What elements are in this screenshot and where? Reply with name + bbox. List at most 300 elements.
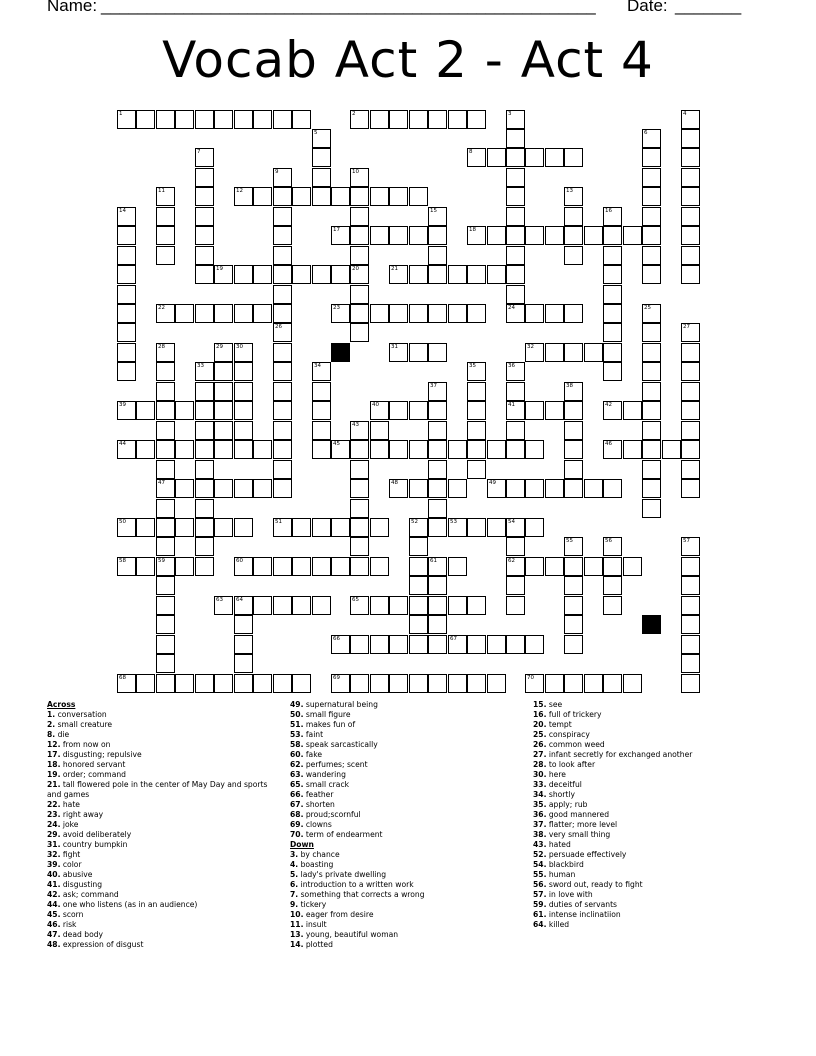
grid-cell[interactable] [642, 460, 661, 479]
grid-cell[interactable] [642, 382, 661, 401]
grid-cell[interactable] [117, 110, 136, 129]
grid-cell[interactable] [681, 362, 700, 381]
grid-cell[interactable] [584, 343, 603, 362]
grid-cell[interactable] [156, 596, 175, 615]
grid-cell[interactable] [642, 265, 661, 284]
grid-cell[interactable] [603, 674, 622, 693]
grid-cell[interactable] [370, 226, 389, 245]
grid-cell[interactable] [467, 265, 486, 284]
grid-cell[interactable] [623, 440, 642, 459]
grid-cell[interactable] [545, 674, 564, 693]
grid-cell[interactable] [506, 285, 525, 304]
grid-cell[interactable] [214, 401, 233, 420]
grid-cell[interactable] [428, 557, 447, 576]
grid-cell[interactable] [234, 265, 253, 284]
grid-cell[interactable] [603, 576, 622, 595]
grid-cell[interactable] [506, 148, 525, 167]
grid-cell[interactable] [623, 674, 642, 693]
grid-cell[interactable] [584, 674, 603, 693]
grid-cell[interactable] [681, 187, 700, 206]
grid-cell[interactable] [467, 304, 486, 323]
grid-cell[interactable] [681, 246, 700, 265]
grid-cell[interactable] [350, 421, 369, 440]
grid-cell[interactable] [273, 207, 292, 226]
grid-cell[interactable] [136, 401, 155, 420]
grid-cell[interactable] [681, 654, 700, 673]
grid-cell[interactable] [545, 304, 564, 323]
grid-cell[interactable] [448, 557, 467, 576]
grid-cell[interactable] [175, 518, 194, 537]
grid-cell[interactable] [564, 537, 583, 556]
grid-cell[interactable] [273, 440, 292, 459]
grid-cell[interactable] [350, 557, 369, 576]
grid-cell[interactable] [350, 323, 369, 342]
grid-cell[interactable] [681, 421, 700, 440]
grid-cell[interactable] [389, 110, 408, 129]
grid-cell[interactable] [467, 674, 486, 693]
grid-cell[interactable] [506, 304, 525, 323]
grid-cell[interactable] [545, 148, 564, 167]
grid-cell[interactable] [389, 401, 408, 420]
grid-cell[interactable] [603, 246, 622, 265]
grid-cell[interactable] [448, 110, 467, 129]
grid-cell[interactable] [545, 479, 564, 498]
grid-cell[interactable] [603, 323, 622, 342]
grid-cell[interactable] [312, 148, 331, 167]
grid-cell[interactable] [234, 110, 253, 129]
grid-cell[interactable] [525, 148, 544, 167]
grid-cell[interactable] [350, 537, 369, 556]
grid-cell[interactable] [603, 401, 622, 420]
grid-cell[interactable] [234, 421, 253, 440]
grid-cell[interactable] [273, 674, 292, 693]
grid-cell[interactable] [175, 401, 194, 420]
grid-cell[interactable] [525, 518, 544, 537]
grid-cell[interactable] [428, 246, 447, 265]
grid-cell[interactable] [273, 110, 292, 129]
grid-cell[interactable] [564, 187, 583, 206]
grid-cell[interactable] [292, 557, 311, 576]
grid-cell[interactable] [506, 596, 525, 615]
grid-cell[interactable] [214, 382, 233, 401]
grid-cell[interactable] [603, 226, 622, 245]
grid-cell[interactable] [584, 226, 603, 245]
grid-cell[interactable] [273, 557, 292, 576]
grid-cell[interactable] [487, 479, 506, 498]
grid-cell[interactable] [642, 304, 661, 323]
grid-cell[interactable] [642, 343, 661, 362]
grid-cell[interactable] [370, 440, 389, 459]
grid-cell[interactable] [681, 110, 700, 129]
grid-cell[interactable] [409, 343, 428, 362]
grid-cell[interactable] [506, 187, 525, 206]
grid-cell[interactable] [195, 168, 214, 187]
grid-cell[interactable] [428, 596, 447, 615]
grid-cell[interactable] [467, 362, 486, 381]
grid-cell[interactable] [428, 304, 447, 323]
grid-cell[interactable] [525, 674, 544, 693]
grid-cell[interactable] [331, 226, 350, 245]
grid-cell[interactable] [292, 596, 311, 615]
grid-cell[interactable] [564, 479, 583, 498]
grid-cell[interactable] [117, 440, 136, 459]
grid-cell[interactable] [273, 421, 292, 440]
grid-cell[interactable] [195, 421, 214, 440]
grid-cell[interactable] [214, 110, 233, 129]
grid-cell[interactable] [467, 460, 486, 479]
grid-cell[interactable] [195, 362, 214, 381]
grid-cell[interactable] [195, 304, 214, 323]
grid-cell[interactable] [681, 148, 700, 167]
grid-cell[interactable] [117, 265, 136, 284]
grid-cell[interactable] [156, 635, 175, 654]
grid-cell[interactable] [195, 674, 214, 693]
grid-cell[interactable] [195, 246, 214, 265]
grid-cell[interactable] [564, 615, 583, 634]
grid-cell[interactable] [428, 635, 447, 654]
grid-cell[interactable] [564, 635, 583, 654]
grid-cell[interactable] [350, 518, 369, 537]
grid-cell[interactable] [253, 110, 272, 129]
grid-cell[interactable] [467, 440, 486, 459]
grid-cell[interactable] [117, 401, 136, 420]
grid-cell[interactable] [487, 440, 506, 459]
grid-cell[interactable] [448, 596, 467, 615]
grid-cell[interactable] [234, 635, 253, 654]
grid-cell[interactable] [642, 421, 661, 440]
grid-cell[interactable] [603, 265, 622, 284]
grid-cell[interactable] [681, 343, 700, 362]
grid-cell[interactable] [448, 518, 467, 537]
grid-cell[interactable] [156, 674, 175, 693]
grid-cell[interactable] [467, 382, 486, 401]
grid-cell[interactable] [428, 479, 447, 498]
grid-cell[interactable] [603, 479, 622, 498]
grid-cell[interactable] [467, 148, 486, 167]
grid-cell[interactable] [273, 343, 292, 362]
grid-cell[interactable] [389, 479, 408, 498]
grid-cell[interactable] [117, 343, 136, 362]
grid-cell[interactable] [253, 304, 272, 323]
grid-cell[interactable] [564, 460, 583, 479]
grid-cell[interactable] [409, 304, 428, 323]
grid-cell[interactable] [506, 362, 525, 381]
grid-cell[interactable] [195, 537, 214, 556]
grid-cell[interactable] [525, 479, 544, 498]
grid-cell[interactable] [409, 518, 428, 537]
grid-cell[interactable] [312, 557, 331, 576]
grid-cell[interactable] [253, 187, 272, 206]
grid-cell[interactable] [506, 576, 525, 595]
grid-cell[interactable] [312, 129, 331, 148]
grid-cell[interactable] [253, 557, 272, 576]
grid-cell[interactable] [506, 440, 525, 459]
grid-cell[interactable] [350, 285, 369, 304]
grid-cell[interactable] [195, 382, 214, 401]
grid-cell[interactable] [681, 674, 700, 693]
grid-cell[interactable] [681, 440, 700, 459]
grid-cell[interactable] [642, 479, 661, 498]
grid-cell[interactable] [350, 674, 369, 693]
grid-cell[interactable] [428, 421, 447, 440]
grid-cell[interactable] [409, 226, 428, 245]
grid-cell[interactable] [370, 110, 389, 129]
grid-cell[interactable] [331, 440, 350, 459]
grid-cell[interactable] [214, 304, 233, 323]
grid-cell[interactable] [234, 440, 253, 459]
grid-cell[interactable] [564, 207, 583, 226]
grid-cell[interactable] [603, 285, 622, 304]
grid-cell[interactable] [506, 401, 525, 420]
grid-cell[interactable] [195, 110, 214, 129]
grid-cell[interactable] [603, 596, 622, 615]
grid-cell[interactable] [312, 518, 331, 537]
grid-cell[interactable] [331, 518, 350, 537]
grid-cell[interactable] [642, 148, 661, 167]
grid-cell[interactable] [389, 596, 408, 615]
grid-cell[interactable] [681, 168, 700, 187]
grid-cell[interactable] [312, 382, 331, 401]
grid-cell[interactable] [214, 596, 233, 615]
grid-cell[interactable] [195, 265, 214, 284]
grid-cell[interactable] [350, 226, 369, 245]
grid-cell[interactable] [603, 440, 622, 459]
grid-cell[interactable] [409, 187, 428, 206]
grid-cell[interactable] [506, 207, 525, 226]
grid-cell[interactable] [175, 479, 194, 498]
grid-cell[interactable] [273, 596, 292, 615]
grid-cell[interactable] [642, 207, 661, 226]
grid-cell[interactable] [642, 323, 661, 342]
grid-cell[interactable] [681, 323, 700, 342]
grid-cell[interactable] [487, 674, 506, 693]
grid-cell[interactable] [681, 635, 700, 654]
grid-cell[interactable] [117, 674, 136, 693]
grid-cell[interactable] [156, 382, 175, 401]
grid-cell[interactable] [156, 654, 175, 673]
grid-cell[interactable] [428, 499, 447, 518]
grid-cell[interactable] [448, 635, 467, 654]
grid-cell[interactable] [603, 207, 622, 226]
grid-cell[interactable] [448, 674, 467, 693]
grid-cell[interactable] [409, 479, 428, 498]
grid-cell[interactable] [525, 557, 544, 576]
grid-cell[interactable] [273, 304, 292, 323]
grid-cell[interactable] [273, 187, 292, 206]
grid-cell[interactable] [603, 362, 622, 381]
grid-cell[interactable] [195, 401, 214, 420]
grid-cell[interactable] [545, 401, 564, 420]
grid-cell[interactable] [564, 401, 583, 420]
grid-cell[interactable] [117, 304, 136, 323]
grid-cell[interactable] [389, 635, 408, 654]
grid-cell[interactable] [409, 576, 428, 595]
grid-cell[interactable] [156, 362, 175, 381]
grid-cell[interactable] [273, 401, 292, 420]
grid-cell[interactable] [156, 246, 175, 265]
grid-cell[interactable] [156, 557, 175, 576]
grid-cell[interactable] [564, 382, 583, 401]
grid-cell[interactable] [253, 674, 272, 693]
grid-cell[interactable] [603, 557, 622, 576]
grid-cell[interactable] [389, 674, 408, 693]
grid-cell[interactable] [195, 460, 214, 479]
grid-cell[interactable] [136, 518, 155, 537]
grid-cell[interactable] [117, 207, 136, 226]
grid-cell[interactable] [389, 226, 408, 245]
grid-cell[interactable] [409, 537, 428, 556]
grid-cell[interactable] [409, 110, 428, 129]
grid-cell[interactable] [467, 518, 486, 537]
grid-cell[interactable] [312, 596, 331, 615]
grid-cell[interactable] [564, 596, 583, 615]
grid-cell[interactable] [564, 674, 583, 693]
grid-cell[interactable] [234, 382, 253, 401]
grid-cell[interactable] [564, 246, 583, 265]
grid-cell[interactable] [195, 499, 214, 518]
grid-cell[interactable] [428, 576, 447, 595]
grid-cell[interactable] [117, 557, 136, 576]
grid-cell[interactable] [273, 460, 292, 479]
grid-cell[interactable] [234, 479, 253, 498]
grid-cell[interactable] [623, 401, 642, 420]
grid-cell[interactable] [584, 479, 603, 498]
grid-cell[interactable] [234, 674, 253, 693]
grid-cell[interactable] [525, 401, 544, 420]
grid-cell[interactable] [350, 635, 369, 654]
grid-cell[interactable] [175, 440, 194, 459]
grid-cell[interactable] [506, 382, 525, 401]
grid-cell[interactable] [681, 129, 700, 148]
grid-cell[interactable] [428, 401, 447, 420]
grid-cell[interactable] [331, 304, 350, 323]
grid-cell[interactable] [175, 557, 194, 576]
grid-cell[interactable] [370, 596, 389, 615]
grid-cell[interactable] [273, 226, 292, 245]
grid-cell[interactable] [506, 265, 525, 284]
grid-cell[interactable] [681, 460, 700, 479]
grid-cell[interactable] [370, 421, 389, 440]
grid-cell[interactable] [545, 557, 564, 576]
grid-cell[interactable] [506, 110, 525, 129]
grid-cell[interactable] [273, 382, 292, 401]
grid-cell[interactable] [681, 615, 700, 634]
grid-cell[interactable] [370, 635, 389, 654]
grid-cell[interactable] [428, 460, 447, 479]
grid-cell[interactable] [506, 518, 525, 537]
grid-cell[interactable] [234, 557, 253, 576]
grid-cell[interactable] [156, 226, 175, 245]
grid-cell[interactable] [234, 615, 253, 634]
grid-cell[interactable] [312, 440, 331, 459]
grid-cell[interactable] [467, 110, 486, 129]
grid-cell[interactable] [312, 265, 331, 284]
grid-cell[interactable] [409, 401, 428, 420]
grid-cell[interactable] [409, 557, 428, 576]
grid-cell[interactable] [428, 110, 447, 129]
grid-cell[interactable] [428, 226, 447, 245]
grid-cell[interactable] [525, 343, 544, 362]
grid-cell[interactable] [253, 479, 272, 498]
grid-cell[interactable] [195, 187, 214, 206]
grid-cell[interactable] [506, 635, 525, 654]
grid-cell[interactable] [136, 110, 155, 129]
grid-cell[interactable] [195, 226, 214, 245]
grid-cell[interactable] [273, 265, 292, 284]
grid-cell[interactable] [117, 323, 136, 342]
grid-cell[interactable] [175, 304, 194, 323]
grid-cell[interactable] [214, 479, 233, 498]
grid-cell[interactable] [564, 304, 583, 323]
grid-cell[interactable] [389, 440, 408, 459]
grid-cell[interactable] [350, 440, 369, 459]
grid-cell[interactable] [350, 246, 369, 265]
grid-cell[interactable] [389, 265, 408, 284]
grid-cell[interactable] [350, 499, 369, 518]
grid-cell[interactable] [370, 304, 389, 323]
grid-cell[interactable] [428, 265, 447, 284]
grid-cell[interactable] [273, 323, 292, 342]
grid-cell[interactable] [331, 265, 350, 284]
grid-cell[interactable] [156, 421, 175, 440]
grid-cell[interactable] [234, 518, 253, 537]
grid-cell[interactable] [273, 518, 292, 537]
grid-cell[interactable] [428, 518, 447, 537]
grid-cell[interactable] [156, 207, 175, 226]
grid-cell[interactable] [525, 635, 544, 654]
grid-cell[interactable] [253, 440, 272, 459]
grid-cell[interactable] [253, 265, 272, 284]
grid-cell[interactable] [214, 674, 233, 693]
grid-cell[interactable] [156, 479, 175, 498]
grid-cell[interactable] [545, 226, 564, 245]
grid-cell[interactable] [681, 382, 700, 401]
grid-cell[interactable] [234, 596, 253, 615]
grid-cell[interactable] [467, 226, 486, 245]
grid-cell[interactable] [156, 615, 175, 634]
grid-cell[interactable] [292, 674, 311, 693]
grid-cell[interactable] [642, 226, 661, 245]
grid-cell[interactable] [331, 187, 350, 206]
grid-cell[interactable] [156, 518, 175, 537]
grid-cell[interactable] [370, 557, 389, 576]
grid-cell[interactable] [642, 362, 661, 381]
grid-cell[interactable] [506, 246, 525, 265]
grid-cell[interactable] [312, 187, 331, 206]
grid-cell[interactable] [428, 382, 447, 401]
grid-cell[interactable] [681, 401, 700, 420]
grid-cell[interactable] [448, 440, 467, 459]
grid-cell[interactable] [350, 207, 369, 226]
grid-cell[interactable] [312, 168, 331, 187]
grid-cell[interactable] [564, 421, 583, 440]
grid-cell[interactable] [312, 401, 331, 420]
grid-cell[interactable] [448, 479, 467, 498]
grid-cell[interactable] [156, 401, 175, 420]
grid-cell[interactable] [409, 635, 428, 654]
grid-cell[interactable] [506, 129, 525, 148]
grid-cell[interactable] [350, 168, 369, 187]
grid-cell[interactable] [156, 537, 175, 556]
grid-cell[interactable] [175, 110, 194, 129]
grid-cell[interactable] [389, 187, 408, 206]
grid-cell[interactable] [506, 226, 525, 245]
grid-cell[interactable] [564, 576, 583, 595]
grid-cell[interactable] [350, 110, 369, 129]
grid-cell[interactable] [117, 226, 136, 245]
grid-cell[interactable] [136, 440, 155, 459]
grid-cell[interactable] [564, 557, 583, 576]
